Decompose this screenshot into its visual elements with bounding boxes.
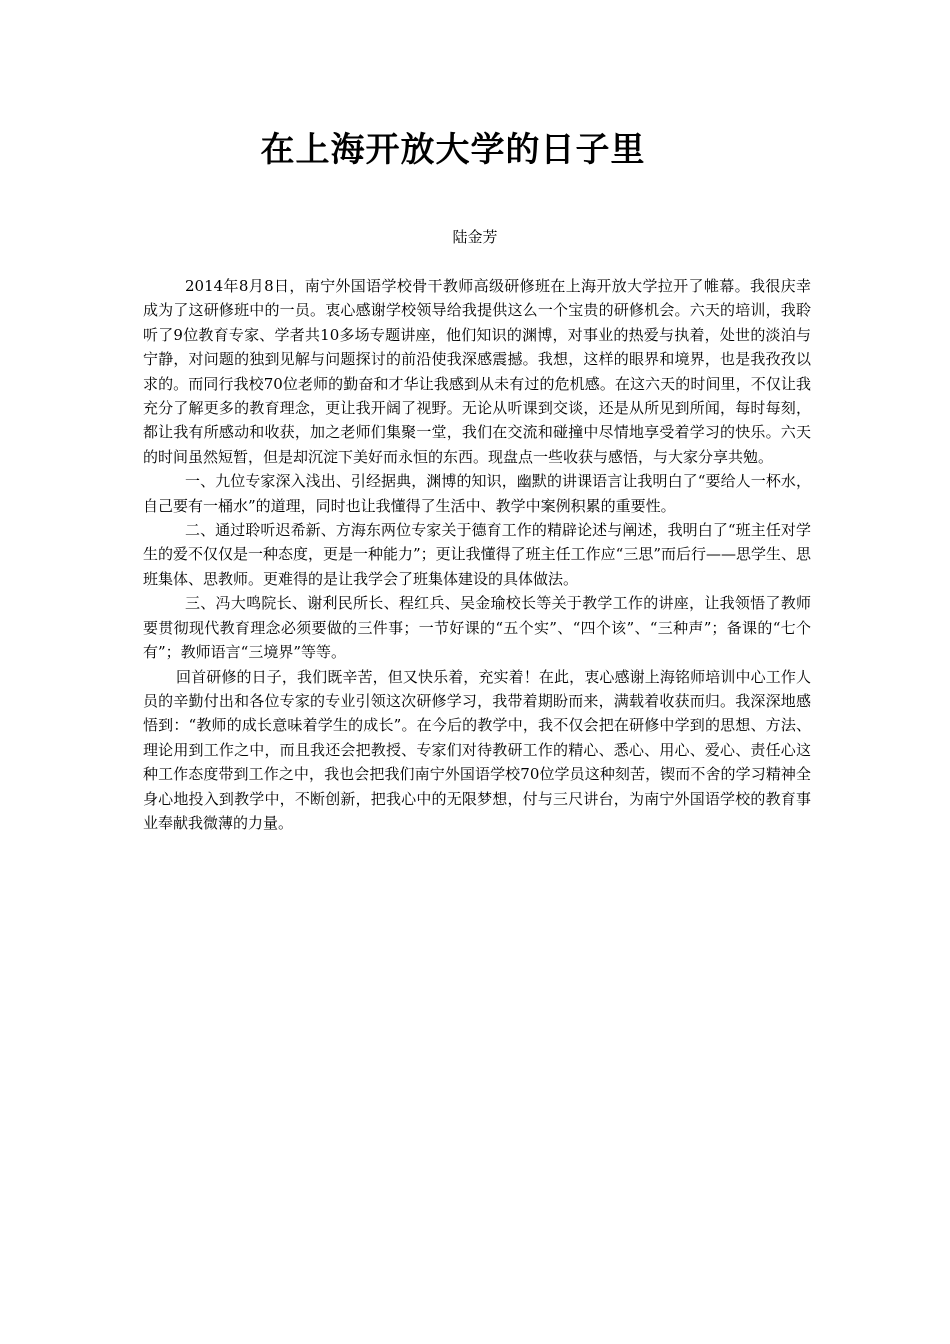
document-author: 陆金芳 xyxy=(452,228,498,246)
body-paragraph-point-1: 一、九位专家深入浅出、引经据典，渊博的知识，幽默的讲课语言让我明白了“要给人一杯水，自己要有一桶水”的道理，同时也让我懂得了生活中、教学中案例积累的重要性。 xyxy=(143,472,811,515)
body-paragraph-conclusion: 回首研修的日子，我们既辛苦，但又快乐着，充实着！在此，衷心感谢上海铭师培训中心工作人员的辛勤付出和各位专家的专业引领这次研修学习，我带着期盼而来，满载着收获而归。我深深地感悟到：“教师的成长意味着学生的成长”。在今后的教学中，我不仅会把在研修中学到的思想、方法、理论用到工作之中，而且我还会把教授、专家们对待教研工作的精心、悉心、用心、爱心、责任心这种工作态度带到工作之中，我也会把我们南宁外国语学校70位学员这种刻苦，锲而不舍的学习精神全身心地投入到教学中，不断创新，把我心中的无限梦想，付与三尺讲台，为南宁外国语学校的教育事业奉献我微薄的力量。 xyxy=(143,667,811,832)
document-title: 在上海开放大学的日子里 xyxy=(260,130,646,170)
body-paragraph-point-3: 三、冯大鸣院长、谢利民所长、程红兵、吴金瑜校长等关于教学工作的讲座，让我领悟了教师要贯彻现代教育理念必须要做的三件事；一节好课的“五个实”、“四个该”、“三种声”；备课的“七个有”；教师语言“三境界”等等。 xyxy=(143,594,811,662)
document-body xyxy=(143,274,811,835)
body-paragraph-intro: 2014年8月8日，南宁外国语学校骨干教师高级研修班在上海开放大学拉开了帷幕。我很庆幸成为了这研修班中的一员。衷心感谢学校领导给我提供这么一个宝贵的研修机会。六天的培训，我聆听了9位教育专家、学者共10多场专题讲座，他们知识的渊博，对事业的热爱与执着，处世的淡泊与宁静，对问题的独到见解与问题探讨的前沿使我深感震撼。我想，这样的眼界和境界，也是我孜孜以求的。而同行我校70位老师的勤奋和才华让我感到从未有过的危机感。在这六天的时间里，不仅让我充分了解更多的教育理念，更让我开阔了视野。无论从听课到交谈，还是从所见到所闻，每时每刻，都让我有所感动和收获，加之老师们集聚一堂，我们在交流和碰撞中尽情地享受着学习的快乐。六天的时间虽然短暂，但是却沉淀下美好而永恒的东西。现盘点一些收获与感悟，与大家分享共勉。 xyxy=(143,277,811,466)
body-paragraph-point-2: 二、通过聆听迟希新、方海东两位专家关于德育工作的精辟论述与阐述，我明白了“班主任对学生的爱不仅仅是一种态度，更是一种能力”；更让我懂得了班主任工作应“三思”而后行——思学生、思班集体、思教师。更难得的是让我学会了班集体建设的具体做法。 xyxy=(143,521,812,588)
